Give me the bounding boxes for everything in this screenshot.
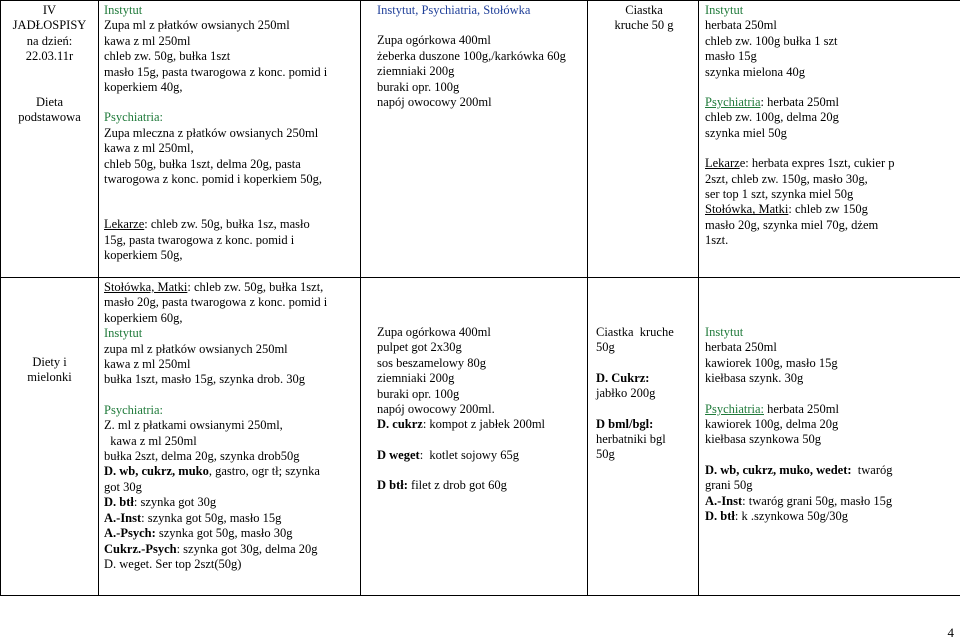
menu-line: napój owocowy 200ml. — [377, 402, 495, 417]
menu-text: herbata 250ml — [764, 401, 839, 416]
menu-line: masło 20g, pasta twarogowa z konc. pomid i — [104, 295, 328, 310]
menu-line: Zupa ogórkowa 400ml — [377, 33, 491, 48]
menu-line: Ciastka kruche — [596, 325, 674, 339]
menu-line: Zupa ml z płatków owsianych 250ml — [104, 18, 290, 33]
menu-line — [705, 95, 957, 110]
menu-text: : kompot z jabłek 200ml — [422, 417, 546, 432]
menu-line: bułka 2szt, delma 20g, szynka drob50g — [104, 449, 300, 464]
menu-line: kawiorek 100g, masło 15g — [705, 355, 838, 370]
row-label-diety — [1, 278, 99, 596]
menu-line: koperkiem 40g, — [104, 80, 183, 95]
section-title-psychiatria: Psychiatria: — [104, 110, 164, 125]
menu-line: żeberka duszone 100g,/karkówka 60g — [377, 48, 566, 63]
menu-line: chleb zw. 100g bułka 1 szt — [705, 33, 838, 48]
diet-label: D. cukrz — [377, 417, 423, 432]
menu-line: kawa z ml 250ml — [104, 33, 191, 48]
menu-line: szynka miel 50g — [705, 125, 787, 140]
menu-text: : szynka got 30g — [133, 495, 217, 510]
menu-line: got 30g — [104, 479, 142, 494]
snack-cell — [588, 278, 699, 596]
menu-line: kruche 50 g — [614, 18, 674, 33]
menu-line — [705, 202, 957, 217]
label-line: podstawowa — [18, 110, 81, 125]
label-line: Dieta — [35, 94, 64, 109]
menu-line: D. weget. Ser top 2szt(50g) — [104, 556, 242, 571]
menu-text: twaróg — [851, 462, 893, 477]
diet-label: D weget — [377, 447, 420, 462]
menu-text: filet z drob got 60g — [407, 478, 507, 493]
menu-line — [104, 542, 357, 557]
menu-line — [377, 448, 584, 463]
menu-text: : chleb zw 150g — [788, 202, 868, 217]
menu-line — [104, 495, 357, 510]
menu-line: napój owocowy 200ml — [377, 95, 492, 110]
section-title-instytut: Instytut — [104, 3, 143, 17]
menu-line — [104, 526, 357, 541]
menu-line: grani 50g — [705, 478, 753, 493]
section-title-stolowka: Stołówka, Matki — [104, 280, 188, 294]
diet-label: D. wb, cukrz, muko — [104, 464, 209, 479]
menu-line: Ciastka — [625, 3, 663, 17]
menu-text: : k .szynkowa 50g/30g — [734, 509, 849, 524]
menu-line: sos beszamelowy 80g — [377, 355, 487, 370]
menu-line: masło 15g, pasta twarogowa z konc. pomid i — [104, 64, 328, 79]
menu-text: : szynka got 30g, delma 20g — [176, 541, 318, 556]
diet-label: A.-Inst — [104, 510, 142, 525]
menu-text: szynka got 50g, masło 30g — [155, 526, 293, 541]
label-line: Diety i — [32, 355, 67, 369]
menu-line: zupa ml z płatków owsianych 250ml — [104, 341, 288, 356]
menu-text: : chleb zw. 50g, bułka 1sz, masło — [144, 217, 310, 232]
label-line: 22.03.11r — [25, 49, 74, 64]
supper-cell — [699, 1, 960, 278]
menu-line — [705, 509, 957, 524]
label-line: IV — [42, 3, 57, 17]
menu-line: ziemniaki 200g — [377, 64, 455, 79]
menu-line — [705, 402, 957, 417]
menu-line: kiełbasa szynkowa 50g — [705, 432, 821, 447]
menu-text: : kotlet sojowy 65g — [419, 447, 520, 462]
menu-line: herbata 250ml — [705, 340, 777, 355]
breakfast-cell — [99, 278, 361, 596]
diet-label: D bml/bgl: — [596, 416, 654, 431]
menu-line: Z. ml z płatkami owsianymi 250ml, — [104, 418, 283, 433]
menu-line: masło 20g, szynka miel 70g, dżem — [705, 217, 879, 232]
menu-line — [705, 463, 957, 478]
menu-line: herbata 250ml — [705, 18, 777, 33]
menu-text: , gastro, ogr tł; szynka — [208, 464, 320, 479]
label-line: na dzień: — [26, 33, 73, 48]
section-title-instytut: Instytut — [104, 326, 143, 341]
menu-line: pulpet got 2x30g — [377, 340, 462, 355]
menu-text: : chleb zw. 50g, bułka 1szt, — [187, 280, 324, 294]
menu-line: chleb zw. 50g, bułka 1szt — [104, 49, 231, 64]
diet-label: A.-Inst — [705, 493, 743, 508]
menu-line: jabłko 200g — [596, 386, 656, 401]
menu-line: kawa z ml 250ml, — [104, 141, 194, 156]
menu-text: : herbata 250ml — [760, 95, 839, 110]
section-title-psychiatria: Psychiatria: — [705, 401, 765, 416]
snack-cell — [588, 1, 699, 278]
menu-line — [104, 217, 357, 232]
menu-line: ser top 1 szt, szynka miel 50g — [705, 187, 854, 202]
menu-text: : szynka got 50g, masło 15g — [141, 510, 282, 525]
menu-line: 50g — [596, 447, 615, 462]
menu-line: szynka mielona 40g — [705, 64, 805, 79]
section-title-lekarze: Lekarze — [104, 217, 145, 232]
menu-line: kawa z ml 250ml — [104, 357, 191, 372]
menu-line: buraki opr. 100g — [377, 79, 460, 94]
diet-label: D. btł — [705, 509, 735, 524]
breakfast-cell — [99, 1, 361, 278]
menu-line — [377, 417, 584, 432]
lunch-title: Instytut, Psychiatria, Stołówka — [377, 3, 531, 17]
diet-label: D btł: — [377, 478, 408, 493]
menu-line: twarogowa z konc. pomid i koperkiem 50g, — [104, 172, 323, 187]
menu-text: e: herbata expres 1szt, cukier p — [739, 156, 895, 171]
menu-line: bułka 1szt, masło 15g, szynka drob. 30g — [104, 372, 306, 387]
diet-label: D. btł — [104, 495, 134, 510]
menu-line — [377, 478, 584, 493]
menu-line: koperkiem 60g, — [104, 310, 183, 325]
section-title-psychiatria: Psychiatria: — [104, 402, 164, 417]
table-row — [1, 1, 960, 278]
menu-line — [705, 156, 957, 171]
table-row — [1, 278, 960, 596]
section-title-lekarze: Lekarz — [705, 156, 740, 171]
lunch-cell — [361, 1, 588, 278]
menu-line — [104, 280, 357, 295]
diet-label: D. Cukrz: — [596, 370, 650, 385]
menu-line — [104, 464, 357, 479]
menu-line: chleb 50g, bułka 1szt, delma 20g, pasta — [104, 156, 301, 171]
menu-line: masło 15g — [705, 49, 757, 64]
menu-line: 15g, pasta twarogowa z konc. pomid i — [104, 232, 295, 247]
menu-line: buraki opr. 100g — [377, 386, 460, 401]
menu-line — [104, 511, 357, 526]
row-label-podstawowa — [1, 1, 99, 278]
menu-line: koperkiem 50g, — [104, 248, 183, 263]
menu-text: : twaróg grani 50g, masło 15g — [742, 493, 893, 508]
menu-line: 50g — [596, 340, 615, 355]
menu-line: Zupa mleczna z płatków owsianych 250ml — [104, 125, 319, 140]
menu-line: Zupa ogórkowa 400ml — [377, 325, 491, 339]
menu-line: ziemniaki 200g — [377, 371, 455, 386]
menu-line: chleb zw. 100g, delma 20g — [705, 110, 839, 125]
diet-label: Cukrz.-Psych — [104, 541, 177, 556]
section-title-instytut: Instytut — [705, 325, 744, 339]
diet-label: D. wb, cukrz, muko, wedet: — [705, 462, 852, 477]
menu-line: 1szt. — [705, 233, 729, 248]
menu-line: kawiorek 100g, delma 20g — [705, 417, 839, 432]
menu-line: herbatniki bgl — [596, 432, 666, 447]
section-title-psychiatria: Psychiatria — [705, 95, 761, 110]
menu-line: kawa z ml 250ml — [104, 433, 197, 448]
label-line: mielonki — [27, 370, 72, 385]
label-line: JADŁOSPISY — [12, 18, 87, 33]
menu-line — [705, 494, 957, 509]
menu-line: 2szt, chleb zw. 150g, masło 30g, — [705, 171, 868, 186]
supper-cell — [699, 278, 960, 596]
menu-line: kiełbasa szynk. 30g — [705, 371, 804, 386]
lunch-cell — [361, 278, 588, 596]
diet-label: A.-Psych: — [104, 526, 156, 541]
page-number: 4 — [947, 625, 954, 640]
section-title-instytut: Instytut — [705, 3, 744, 17]
section-title-stolowka: Stołówka, Matki — [705, 202, 789, 217]
